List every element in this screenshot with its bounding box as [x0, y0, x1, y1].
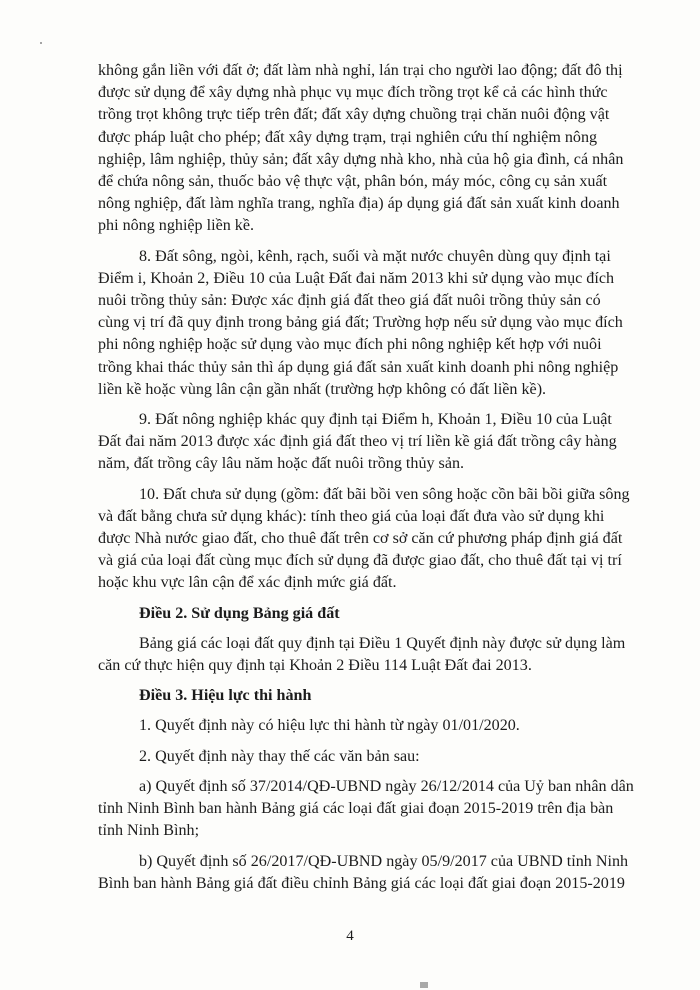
- continuation-paragraph: [98, 60, 670, 238]
- text-line: không gắn liền với đất ở; đất làm nhà nghỉ, lán trại cho người lao động; đất đô thị: [98, 62, 623, 79]
- text-line: Bảng giá các loại đất quy định tại Điều 1 Quyết định này được sử dụng làm: [139, 634, 626, 652]
- text-line: liền kề hoặc vùng lân cận gần nhất (trường hợp không có đất liền kề).: [98, 380, 547, 398]
- text-line: 10. Đất chưa sử dụng (gồm: đất bãi bồi ven sông hoặc cồn bãi bồi giữa sông: [139, 485, 630, 503]
- text-line: tỉnh Ninh Bình ban hành Bảng giá các loại đất giai đoạn 2015-2019 trên địa bàn: [98, 800, 614, 818]
- article-2-paragraph: [98, 633, 670, 677]
- text-line: 9. Đất nông nghiệp khác quy định tại Điểm h, Khoản 1, Điều 10 của Luật: [139, 411, 612, 429]
- article-3-heading: Điều 3. Hiệu lực thi hành: [139, 687, 312, 705]
- text-line: để chứa nông sản, thuốc bảo vệ thực vật, phân bón, máy móc, công cụ sản xuất: [98, 173, 608, 191]
- text-line: trồng trọt không trực tiếp trên đất; đất xây dựng chuồng trại chăn nuôi động vật: [98, 106, 610, 124]
- text-line: căn cứ thực hiện quy định tại Khoản 2 Điều 114 Luật Đất đai 2013.: [98, 657, 532, 675]
- text-line: Bình ban hành Bảng giá đất điều chỉnh Bảng giá các loại đất giai đoạn 2015-2019: [98, 874, 625, 892]
- text-line: nuôi trồng thủy sản: Được xác định giá đất theo giá đất nuôi trồng thủy sản có: [98, 292, 601, 310]
- text-line: phi nông nghiệp hoặc sử dụng vào mục đích phi nông nghiệp kết hợp với nuôi: [98, 336, 602, 354]
- text-line: Điểm i, Khoản 2, Điều 10 của Luật Đất đai năm 2013 khi sử dụng vào mục đích: [98, 269, 615, 287]
- item-8-paragraph: [98, 246, 670, 401]
- scan-speck: [40, 42, 42, 44]
- text-line: được Nhà nước giao đất, cho thuê đất trên cơ sở căn cứ phương pháp định giá đất: [98, 530, 623, 548]
- text-line: Đất đai năm 2013 được xác định giá đất theo vị trí liền kề giá đất trồng cây hàng: [98, 433, 617, 451]
- scan-edge-marks: [0, 982, 700, 988]
- page-number: 4: [346, 928, 354, 944]
- text-line: phi nông nghiệp liền kề.: [98, 217, 254, 235]
- text-line: và giá của loại đất cùng mục đích sử dụng đã được giao đất, cho thuê đất tại vị trí: [98, 552, 622, 570]
- text-line: năm, đất trồng cây lâu năm hoặc đất nuôi trồng thủy sản.: [98, 455, 465, 473]
- text-line: nông nghiệp, đất làm nghĩa trang, nghĩa địa) áp dụng giá đất sản xuất kinh doanh: [98, 195, 620, 213]
- item-9-paragraph: [98, 409, 670, 476]
- article-2-heading: Điều 2. Sử dụng Bảng giá đất: [139, 604, 340, 622]
- text-line: nghiệp, lâm nghiệp, thủy sản; đất xây dựng nhà kho, nhà của hộ gia đình, cá nhân: [98, 150, 624, 168]
- article-3-clause-1: 1. Quyết định này có hiệu lực thi hành từ ngày 01/01/2020.: [139, 717, 520, 735]
- article-3-clause-2: 2. Quyết định này thay thế các văn bản sau:: [139, 747, 420, 765]
- text-line: và đất bằng chưa sử dụng khác): tính theo giá của loại đất đưa vào sử dụng khi: [98, 507, 605, 525]
- article-3-point-b: [98, 851, 670, 895]
- text-line: tỉnh Ninh Bình;: [98, 822, 200, 840]
- text-line: được sử dụng để xây dựng nhà phục vụ mục đích trồng trọt kể cả các hình thức: [98, 84, 608, 102]
- text-line: hoặc khu vực lân cận để xác định mức giá đất.: [98, 574, 397, 592]
- item-10-paragraph: [98, 484, 670, 595]
- text-line: a) Quyết định số 37/2014/QĐ-UBND ngày 26/12/2014 của Uỷ ban nhân dân: [139, 777, 634, 795]
- text-line: cùng vị trí đã quy định trong bảng giá đất; Trường hợp nếu sử dụng vào mục đích: [98, 314, 623, 332]
- text-line: 8. Đất sông, ngòi, kênh, rạch, suối và mặt nước chuyên dùng quy định tại: [139, 247, 611, 265]
- article-3-point-a: [98, 776, 670, 843]
- text-line: được pháp luật cho phép; đất xây dựng trạm, trại nghiên cứu thí nghiệm nông: [98, 128, 598, 146]
- document-body: [98, 60, 670, 895]
- text-line: b) Quyết định số 26/2017/QĐ-UBND ngày 05/9/2017 của UBND tỉnh Ninh: [139, 852, 629, 870]
- text-line: trồng khai thác thủy sản thì áp dụng giá đất sản xuất kinh doanh phi nông nghiệp: [98, 358, 619, 376]
